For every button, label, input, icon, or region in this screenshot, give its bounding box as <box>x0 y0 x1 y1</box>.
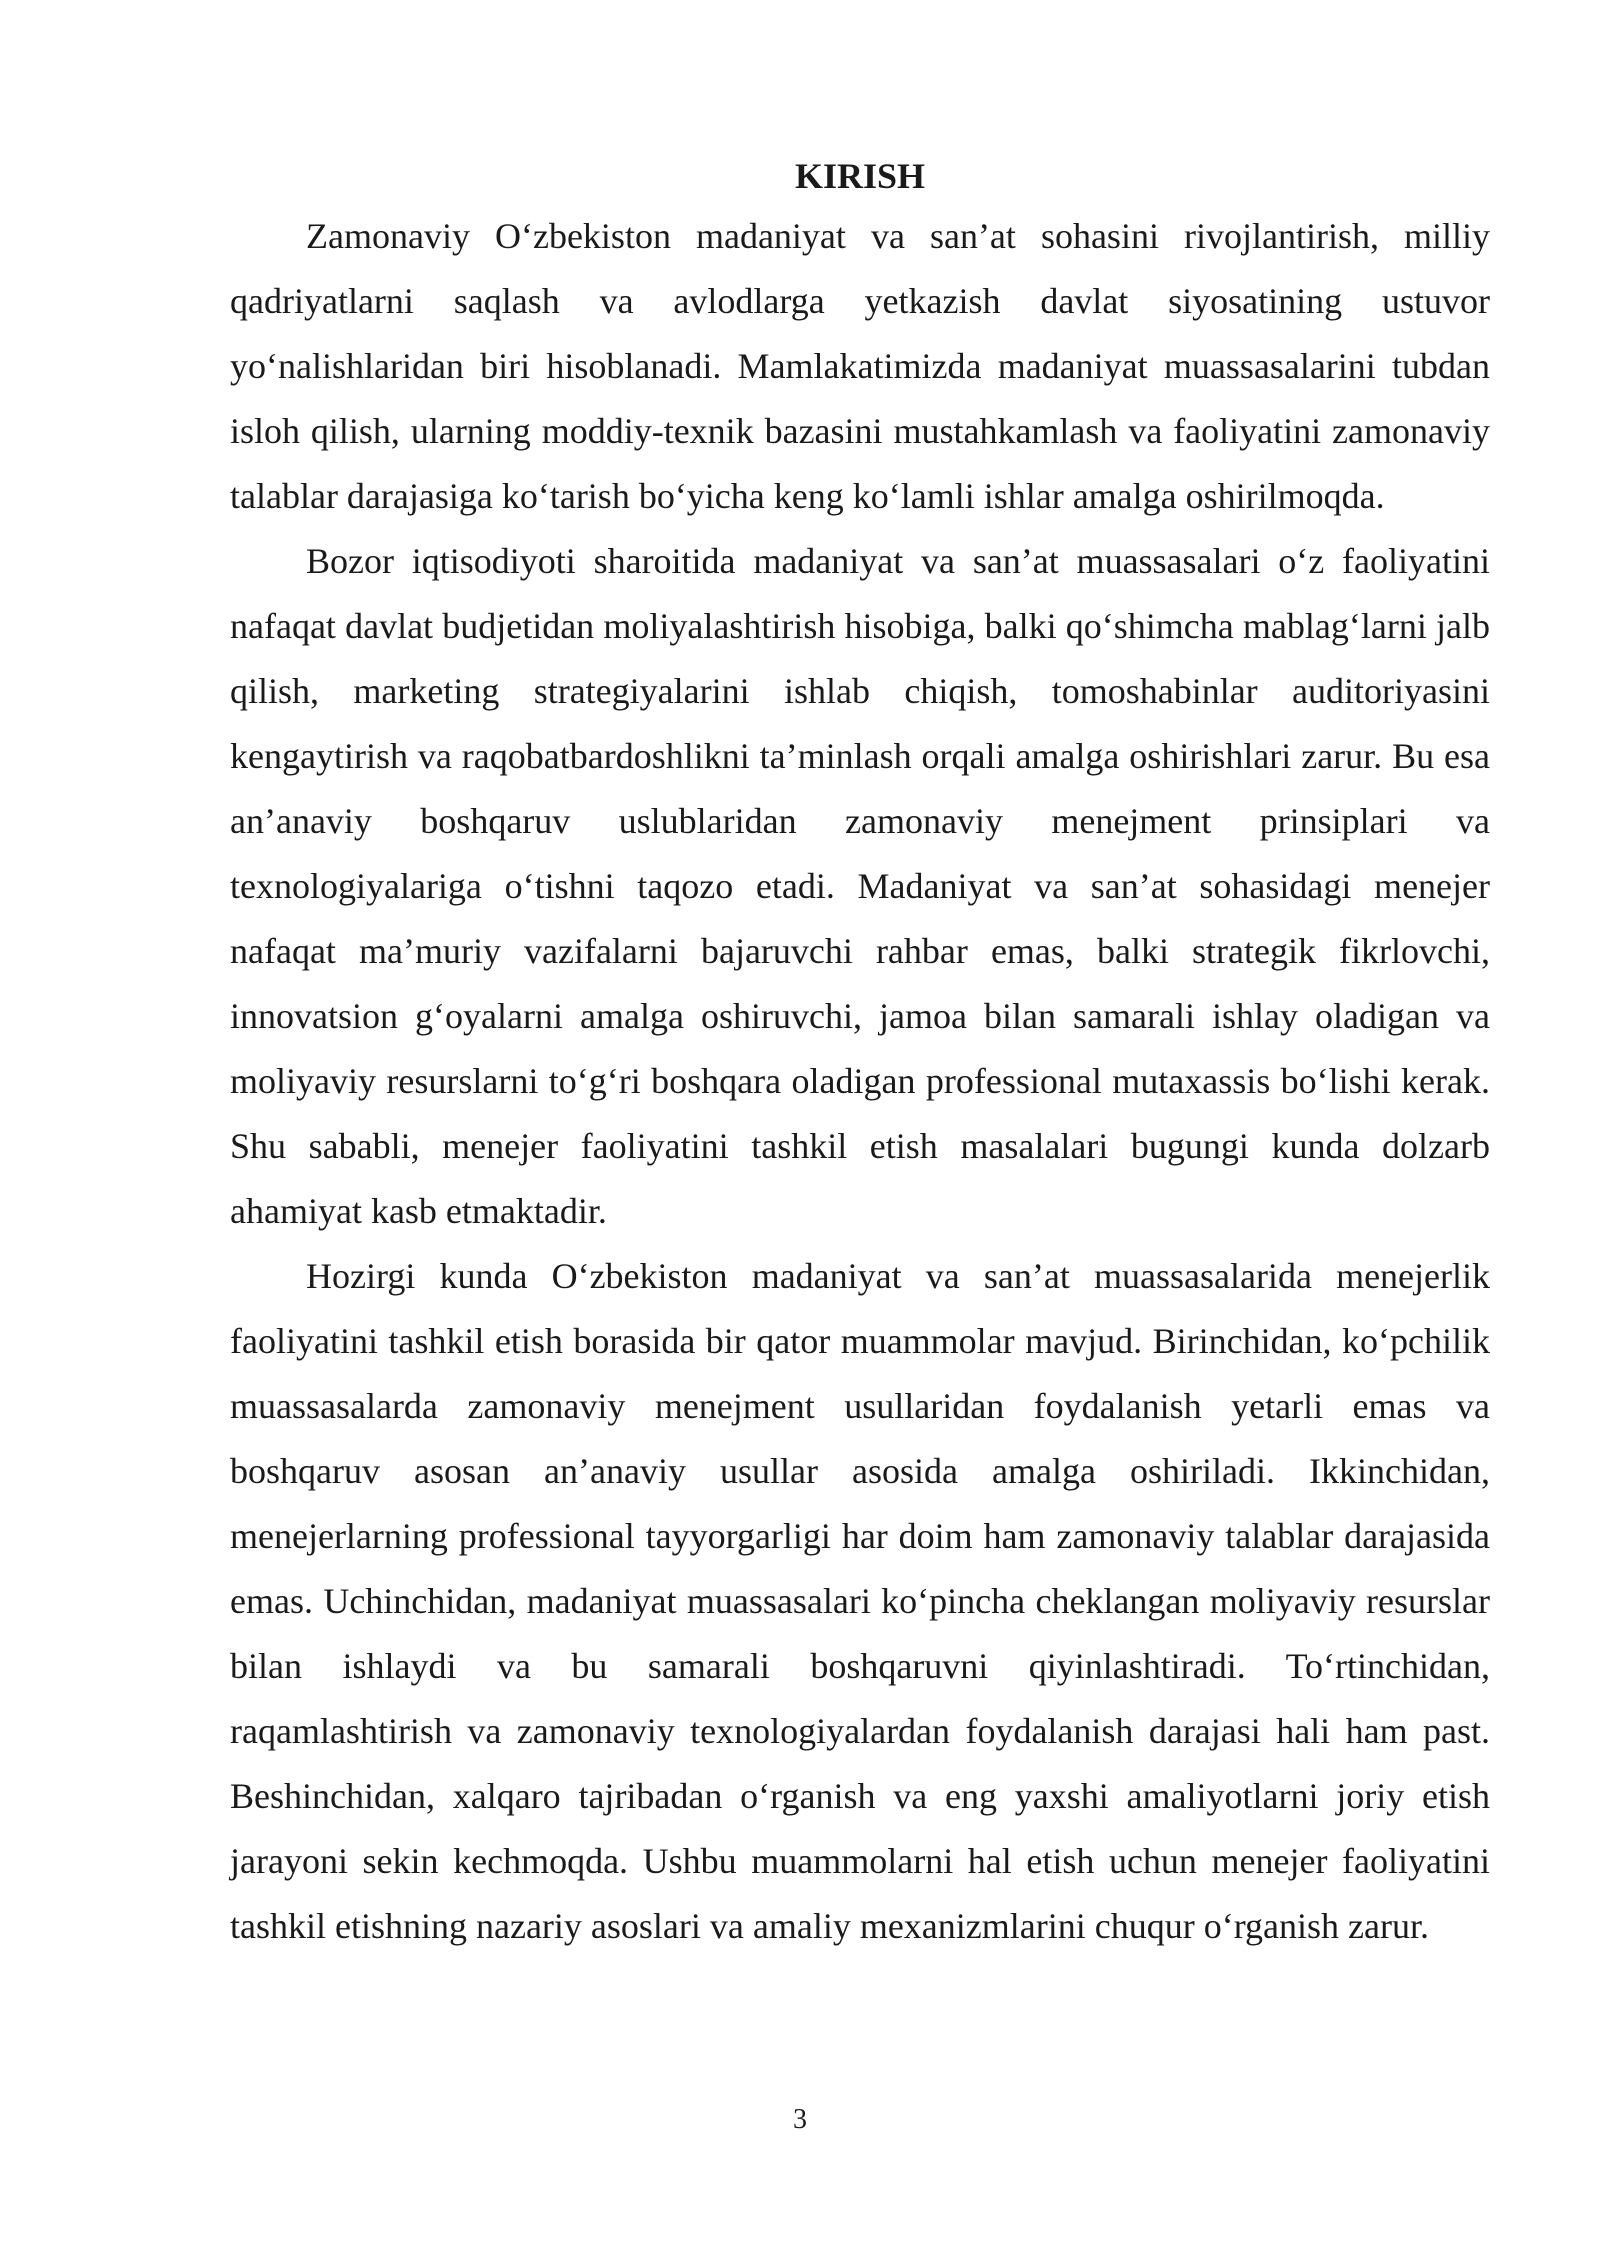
document-body <box>230 148 1490 1959</box>
paragraph: Zamonaviy O‘zbekiston madaniyat va san’at sohasini rivojlantirish, milliy qadriyatlarni saqlash va avlodlarga yetkazish davlat siyosatining ustuvor yo‘nalishlaridan biri hisoblanadi. Mamlakatimizda madaniyat muassasalarini tubdan isloh qilish, ularning moddiy-texnik bazasini mustahkamlash va faoliyatini zamonaviy talablar darajasiga ko‘tarish bo‘yicha keng ko‘lamli ishlar amalga oshirilmoqda. <box>230 216 1490 516</box>
paragraph: Hozirgi kunda O‘zbekiston madaniyat va san’at muassasalarida menejerlik faoliyatini tashkil etish borasida bir qator muammolar mavjud. Birinchidan, ko‘pchilik muassasalarda zamonaviy menejment usullaridan foydalanish yetarli emas va boshqaruv asosan an’anaviy usullar asosida amalga oshiriladi. Ikkinchidan, menejerlarning professional tayyorgarligi har doim ham zamonaviy talablar darajasida emas. Uchinchidan, madaniyat muassasalari ko‘pincha cheklangan moliyaviy resurslar bilan ishlaydi va bu samarali boshqaruvni qiyinlashtiradi. To‘rtinchidan, raqamlashtirish va zamonaviy texnologiyalardan foydalanish darajasi hali ham past. Beshinchidan, xalqaro tajribadan o‘rganish va eng yaxshi amaliyotlarni joriy etish jarayoni sekin kechmoqda. Ushbu muammolarni hal etish uchun menejer faoliyatini tashkil etishning nazariy asoslari va amaliy mexanizmlarini chuqur o‘rganish zarur. <box>230 1256 1490 1946</box>
paragraph: Bozor iqtisodiyoti sharoitida madaniyat va san’at muassasalari o‘z faoliyatini nafaqat davlat budjetidan moliyalashtirish hisobiga, balki qo‘shimcha mablag‘larni jalb qilish, marketing strategiyalarini ishlab chiqish, tomoshabinlar auditoriyasini kengaytirish va raqobatbardoshlikni ta’minlash orqali amalga oshirishlari zarur. Bu esa an’anaviy boshqaruv uslublaridan zamonaviy menejment prinsiplari va texnologiyalariga o‘tishni taqozo etadi. Madaniyat va san’at sohasidagi menejer nafaqat ma’muriy vazifalarni bajaruvchi rahbar emas, balki strategik fikrlovchi, innovatsion g‘oyalarni amalga oshiruvchi, jamoa bilan samarali ishlay oladigan va moliyaviy resurslarni to‘g‘ri boshqara oladigan professional mutaxassis bo‘lishi kerak. Shu sababli, menejer faoliyatini tashkil etish masalalari bugungi kunda dolzarb ahamiyat kasb etmaktadir. <box>230 541 1490 1231</box>
page-title: KIRISH <box>794 156 926 196</box>
page-number: 3 <box>793 2104 807 2135</box>
